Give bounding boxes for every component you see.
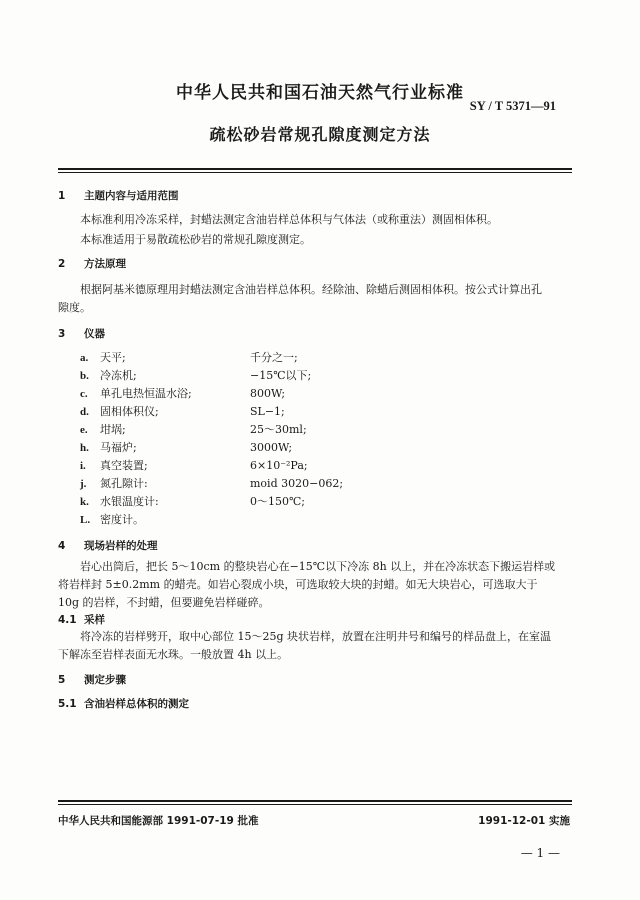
section-1-heading [58, 188, 179, 203]
item-name: 氮孔隙计: [100, 477, 148, 490]
item-name: 真空装置; [100, 459, 148, 472]
section-4-1-paragraph-line-1: 将冷冻的岩样劈开，取中心部位 15～25g 块状岩样，放置在注明井号和编号的样品盘上，在室温 [80, 630, 552, 643]
instrument-item [80, 439, 480, 457]
item-spec: −15℃以下; [250, 369, 312, 382]
section-number: 2 [58, 258, 66, 270]
instrument-item [80, 367, 480, 385]
item-spec: 3000W; [250, 441, 293, 454]
instrument-item [80, 511, 480, 529]
section-title: 含油岩样总体积的测定 [84, 698, 189, 710]
section-title: 方法原理 [84, 258, 126, 270]
approval-line: 中华人民共和国能源部 1991-07-19 批准 [58, 815, 259, 827]
section-number: 5 [58, 674, 66, 686]
section-title: 现场岩样的处理 [84, 540, 158, 552]
section-3-heading [58, 326, 105, 341]
section-4-paragraph-line-2: 将岩样封 5±0.2mm 的蜡壳。如岩心裂成小块，可选取较大块的封蜡。如无大块岩心，可选取大于 [58, 578, 538, 591]
effective-date: 1991-12-01 实施 [478, 815, 570, 827]
item-letter: h. [80, 442, 89, 454]
header-rule-thin [58, 172, 572, 173]
instrument-item [80, 475, 480, 493]
section-4-heading [58, 538, 158, 553]
page-number: — 1 — [520, 846, 560, 860]
item-spec: SL−1; [250, 405, 285, 418]
instrument-item [80, 421, 480, 439]
section-title: 采样 [84, 614, 105, 626]
standard-title: 中华人民共和国石油天然气行业标准 [176, 83, 464, 103]
item-letter: c. [80, 388, 88, 400]
item-name: 冷冻机; [100, 369, 137, 382]
section-1-paragraph-1: 本标准利用冷冻采样，封蜡法测定含油岩样总体积与气体法（或称重法）测固相体积。 [80, 213, 498, 226]
instrument-item [80, 457, 480, 475]
item-letter: i. [80, 460, 86, 472]
header-rule-thick [58, 168, 572, 170]
section-number: 1 [58, 190, 66, 202]
section-4-paragraph-line-1: 岩心出筒后，把长 5～10cm 的整块岩心在−15℃以下冷冻 8h 以上，并在冷冻状态下搬运岩样或 [80, 560, 556, 573]
item-letter: k. [80, 496, 89, 508]
footer-rule-thin [58, 804, 572, 805]
instrument-item [80, 349, 480, 367]
item-spec: moid 3020−062; [250, 477, 344, 490]
section-title: 仪器 [84, 328, 105, 340]
item-letter: j. [80, 478, 87, 490]
section-2-heading [58, 256, 126, 271]
section-5-heading [58, 672, 126, 687]
section-4-1-heading [58, 612, 105, 627]
item-letter: L. [80, 514, 91, 526]
section-number: 4 [58, 540, 66, 552]
item-name: 密度计。 [100, 513, 144, 526]
item-letter: d. [80, 406, 89, 418]
item-spec: 千分之一; [250, 351, 298, 364]
section-title: 主题内容与适用范围 [84, 190, 179, 202]
item-letter: e. [80, 424, 88, 436]
item-spec: 6×10⁻²Pa; [250, 459, 308, 472]
section-title: 测定步骤 [84, 674, 126, 686]
item-spec: 800W; [250, 387, 286, 400]
item-letter: a. [80, 352, 89, 364]
section-4-paragraph-line-3: 10g 的岩样，不封蜡，但要避免岩样碰碎。 [58, 596, 270, 609]
instrument-item [80, 385, 480, 403]
document-title: 疏松砂岩常规孔隙度测定方法 [209, 125, 431, 144]
item-name: 固相体积仪; [100, 405, 159, 418]
item-name: 天平; [100, 351, 126, 364]
section-5-1-heading [58, 696, 189, 711]
section-number: 3 [58, 328, 66, 340]
section-1-paragraph-2: 本标准适用于易散疏松砂岩的常规孔隙度测定。 [80, 233, 311, 246]
instrument-item [80, 493, 480, 511]
section-2-paragraph-line-1: 根据阿基米德原理用封蜡法测定含油岩样总体积。经除油、除蜡后测固相体积。按公式计算出孔 [80, 283, 542, 296]
item-name: 水银温度计: [100, 495, 159, 508]
item-name: 马福炉; [100, 441, 137, 454]
section-2-paragraph-line-2: 隙度。 [58, 301, 91, 314]
item-spec: 0～150℃; [250, 495, 306, 508]
item-name: 单孔电热恒温水浴; [100, 387, 192, 400]
item-letter: b. [80, 370, 89, 382]
instrument-item [80, 403, 480, 421]
section-number: 5.1 [58, 698, 77, 710]
item-spec: 25～30ml; [250, 423, 307, 436]
standard-code: SY / T 5371—91 [469, 99, 556, 113]
section-number: 4.1 [58, 614, 77, 626]
footer-rule-thick [58, 800, 572, 802]
section-4-1-paragraph-line-2: 下解冻至岩样表面无水珠。一般放置 4h 以上。 [58, 648, 289, 661]
item-name: 坩埚; [100, 423, 126, 436]
